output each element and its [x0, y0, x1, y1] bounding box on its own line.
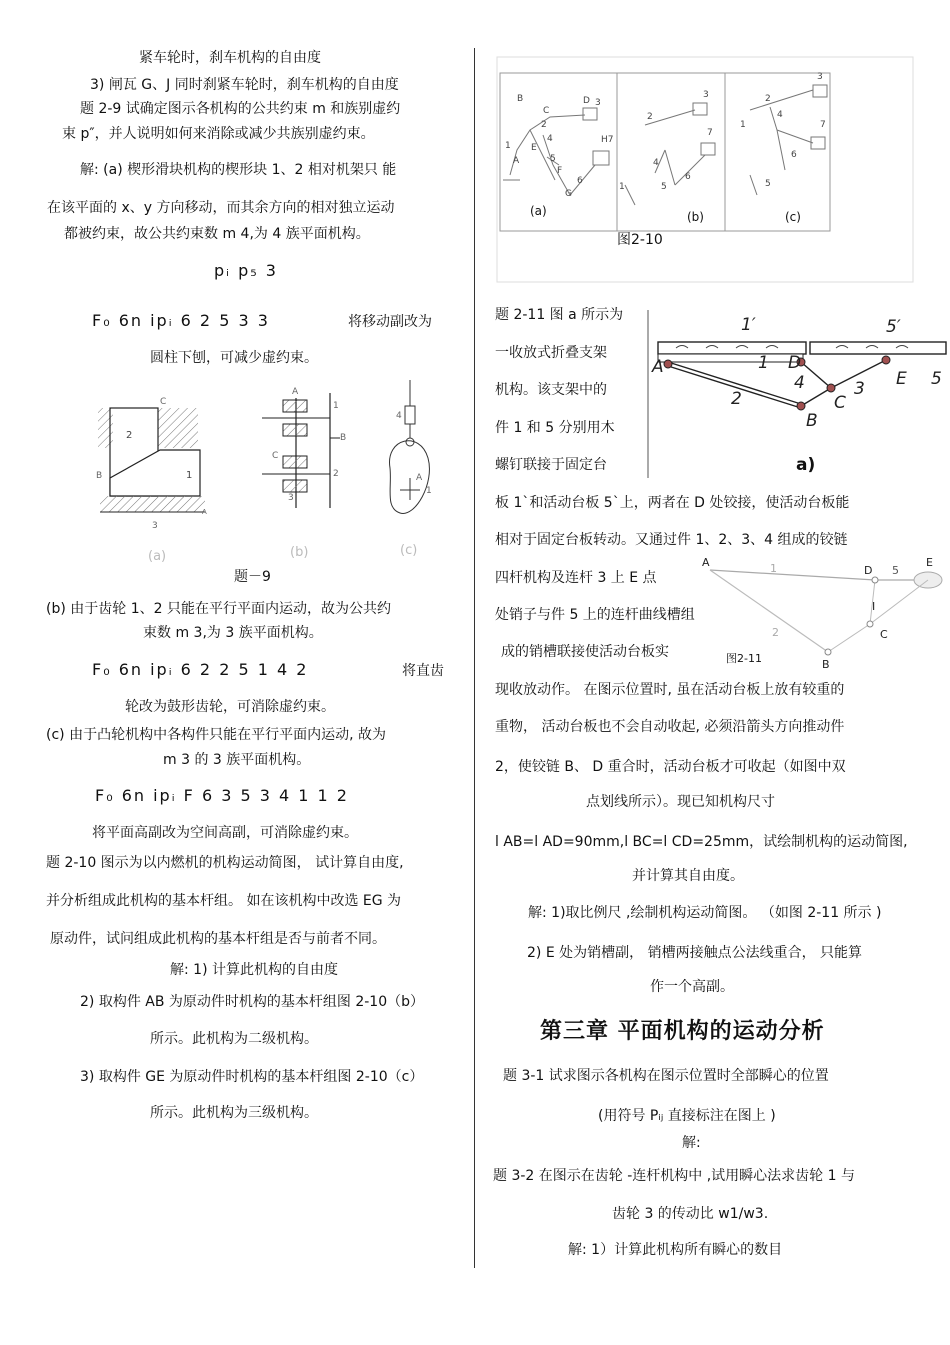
figure-caption: 题－9: [234, 569, 271, 585]
text-line: (c) 由于凸轮机构中各构件只能在平行平面内运动, 故为: [46, 727, 386, 743]
svg-text:2: 2: [731, 389, 742, 409]
svg-text:2: 2: [126, 430, 133, 441]
svg-text:C: C: [543, 106, 550, 116]
svg-text:C: C: [834, 393, 846, 413]
svg-text:B: B: [822, 658, 830, 671]
text-line: 都被约束，故公共约束数 m 4,为 4 族平面机构。: [64, 226, 370, 242]
text-line: 圆柱下刨，可减少虚约束。: [150, 350, 318, 366]
svg-text:C: C: [160, 397, 167, 407]
svg-text:2: 2: [772, 626, 779, 639]
svg-text:B: B: [517, 94, 524, 104]
svg-text:3: 3: [152, 521, 158, 531]
text-line: 现收放动作。 在图示位置时, 虽在活动台板上放有较重的: [495, 682, 845, 698]
fig-label-a: a): [796, 455, 816, 475]
svg-text:1: 1: [740, 120, 746, 130]
svg-text:2: 2: [647, 112, 653, 122]
figure-2-10: [495, 55, 915, 285]
svg-text:B: B: [806, 411, 818, 431]
svg-text:1′: 1′: [741, 315, 756, 335]
figure-caption: 图2-11: [726, 652, 762, 665]
svg-text:1: 1: [505, 141, 511, 151]
fig-label-c: (c): [785, 210, 801, 224]
fig-label-c: (c): [400, 543, 418, 558]
svg-text:5: 5: [892, 564, 899, 577]
svg-text:6: 6: [791, 150, 797, 160]
svg-text:A: A: [702, 556, 710, 569]
text-line: 板 1`和活动台板 5`上，两者在 D 处铰接，使活动台板能: [495, 495, 850, 511]
svg-text:1: 1: [333, 401, 339, 411]
svg-text:6: 6: [577, 176, 583, 186]
svg-text:2: 2: [333, 469, 339, 479]
figure-2-9a: [96, 397, 207, 531]
svg-text:B: B: [340, 433, 347, 443]
svg-text:A: A: [513, 156, 520, 166]
svg-text:3: 3: [703, 90, 709, 100]
fig-label-b: (b): [687, 210, 704, 224]
text-line: 四杆机构及连杆 3 上 E 点: [495, 570, 657, 586]
svg-text:6: 6: [685, 172, 691, 182]
text-line: 并计算其自由度。: [632, 868, 744, 884]
svg-text:D: D: [583, 96, 590, 106]
text-line: (b) 由于齿轮 1、2 只能在平行平面内运动，故为公共约: [46, 601, 391, 617]
text-line: (用符号 Pᵢⱼ 直接标注在图上 ): [598, 1108, 776, 1124]
text-line: 轮改为鼓形齿轮，可消除虚约束。: [125, 699, 335, 715]
figure-caption: 图2-10: [617, 232, 663, 248]
svg-text:7: 7: [707, 128, 713, 138]
svg-text:C: C: [272, 451, 279, 461]
problem-3-2-title: 题 3-2 在图示在齿轮 -连杆机构中 ,试用瞬心法求齿轮 1 与: [493, 1168, 855, 1184]
figure-2-9: [90, 378, 450, 568]
text-line: 螺钉联接于固定台: [495, 457, 607, 473]
svg-text:4: 4: [653, 158, 659, 168]
svg-text:3: 3: [854, 379, 865, 399]
text-line: 成的销槽联接使活动台板实: [501, 644, 669, 660]
svg-text:2: 2: [765, 94, 771, 104]
svg-text:4: 4: [794, 373, 805, 393]
svg-text:3: 3: [595, 98, 601, 108]
text-line: 紧车轮时，刹车机构的自由度: [139, 50, 321, 66]
text-line: 机构。该支架中的: [495, 382, 607, 398]
svg-text:1: 1: [770, 562, 777, 575]
svg-text:5: 5: [661, 182, 667, 192]
text-line: 重物， 活动台板也不会自动收起, 必须沿箭头方向推动件: [495, 719, 845, 735]
formula: F₀ 6n ipᵢ 6 2 5 3 3: [92, 311, 270, 330]
svg-text:5: 5: [765, 179, 771, 189]
svg-text:4: 4: [777, 110, 783, 120]
figure-2-10b: [625, 103, 715, 205]
figure-2-10a: [503, 108, 609, 195]
column-divider: [474, 48, 475, 1268]
svg-text:H7: H7: [601, 135, 614, 145]
svg-text:7: 7: [820, 120, 826, 130]
text-line: 在该平面的 x、y 方向移动，而其余方向的相对独立运动: [47, 200, 395, 216]
svg-text:E: E: [926, 556, 933, 569]
text-line: 将移动副改为: [348, 314, 432, 330]
text-line: 件 1 和 5 分别用木: [495, 420, 615, 436]
svg-text:2: 2: [541, 120, 547, 130]
text-line: 解: (a) 楔形滑块机构的楔形块 1、2 相对机架只 能: [80, 162, 397, 178]
fig-label-b: (b): [290, 545, 309, 560]
formula: F₀ 6n ipᵢ F 6 3 5 3 4 1 1 2: [95, 786, 349, 805]
text-line: 处销子与件 5 上的连杆曲线槽组: [495, 607, 695, 623]
figure-2-9c: [390, 380, 430, 513]
svg-text:1: 1: [186, 470, 193, 481]
problem-2-11-title: 题 2-11 图 a 所示为: [495, 307, 624, 323]
svg-text:5′: 5′: [886, 317, 901, 337]
text-line: 束数 m 3,为 3 族平面机构。: [143, 625, 323, 641]
text-line: 所示。此机构为二级机构。: [150, 1031, 318, 1047]
svg-text:3: 3: [817, 72, 823, 82]
figure-2-10c: [750, 85, 827, 195]
text-line: 原动件，试问组成此机构的基本杆组是否与前者不同。: [50, 931, 386, 947]
svg-text:D: D: [788, 353, 802, 373]
svg-text:C: C: [880, 628, 888, 641]
fig-label-a: (a): [530, 204, 547, 218]
text-line: 解: 1)取比例尺 ,绘制机构运动简图。 （如图 2-11 所示 ): [528, 905, 882, 921]
problem-2-9-title: 题 2-9 试确定图示各机构的公共约束 m 和族别虚约: [80, 101, 401, 117]
problem-3-1-title: 题 3-1 试求图示各机构在图示位置时全部瞬心的位置: [503, 1068, 829, 1084]
text-line: 解: 1）计算此机构所有瞬心的数目: [568, 1242, 783, 1258]
chapter-heading: 第三章 平面机构的运动分析: [540, 1019, 825, 1044]
text-line: 3) 闸瓦 G、J 同时刹紧车轮时，刹车机构的自由度: [90, 77, 399, 93]
text-line: 3) 取构件 GE 为原动件时机构的基本杆组图 2-10（c）: [80, 1069, 424, 1085]
text-line: 点划线所示）。现已知机构尺寸: [586, 794, 775, 810]
text-line: 2) 取构件 AB 为原动件时机构的基本杆组图 2-10（b）: [80, 994, 425, 1010]
svg-text:A: A: [292, 387, 299, 397]
text-line: 束 p″，并人说明如何来消除或减少共族别虚约束。: [62, 126, 375, 142]
text-line: 2) E 处为销槽副， 销槽两接触点公法线重合， 只能算: [527, 945, 863, 961]
svg-text:A: A: [416, 473, 423, 483]
svg-text:5: 5: [931, 369, 942, 389]
svg-text:E: E: [531, 143, 537, 153]
text-line: l AB=l AD=90mm,l BC=l CD=25mm，试绘制机构的运动简图,: [495, 834, 908, 850]
text-line: 作一个高副。: [650, 979, 734, 995]
svg-text:A: A: [202, 508, 207, 516]
text-line: m 3 的 3 族平面机构。: [163, 752, 311, 768]
svg-text:4: 4: [547, 134, 553, 144]
svg-text:A: A: [652, 357, 664, 377]
svg-text:1: 1: [426, 486, 432, 496]
fig-label-a: (a): [148, 549, 167, 564]
text-line: 齿轮 3 的传动比 w1/w3.: [612, 1206, 769, 1222]
formula: F₀ 6n ipᵢ 6 2 2 5 1 4 2: [92, 660, 309, 679]
text-line: 所示。此机构为三级机构。: [150, 1105, 318, 1121]
svg-text:E: E: [896, 369, 907, 389]
problem-2-10-title: 题 2-10 图示为以内燃机的机构运动简图， 试计算自由度,: [46, 855, 404, 871]
svg-text:4: 4: [396, 411, 402, 421]
svg-text:1: 1: [758, 353, 769, 373]
svg-text:G: G: [565, 189, 572, 199]
text-line: 2，使铰链 B、 D 重合时，活动台板才可收起（如图中双: [495, 759, 846, 775]
text-line: 解: 1) 计算此机构的自由度: [170, 962, 338, 978]
svg-text:F: F: [557, 166, 563, 176]
svg-text:I: I: [872, 600, 876, 613]
svg-text:1: 1: [619, 182, 625, 192]
text-line: 一收放式折叠支架: [495, 345, 607, 361]
svg-text:3: 3: [288, 493, 294, 503]
svg-text:D: D: [864, 564, 873, 577]
text-line: 将平面高副改为空间高副，可消除虚约束。: [92, 825, 358, 841]
figure-2-11a: [646, 310, 946, 478]
formula: pᵢ p₅ 3: [214, 261, 278, 280]
text-line: 解:: [682, 1135, 701, 1151]
svg-text:B: B: [96, 471, 103, 481]
text-line: 并分析组成此机构的基本杆组。 如在该机构中改选 EG 为: [46, 893, 402, 909]
svg-text:5: 5: [550, 154, 556, 164]
text-line: 将直齿: [402, 663, 444, 679]
text-line: 相对于固定台板转动。又通过件 1、2、3、4 组成的铰链: [495, 532, 848, 548]
